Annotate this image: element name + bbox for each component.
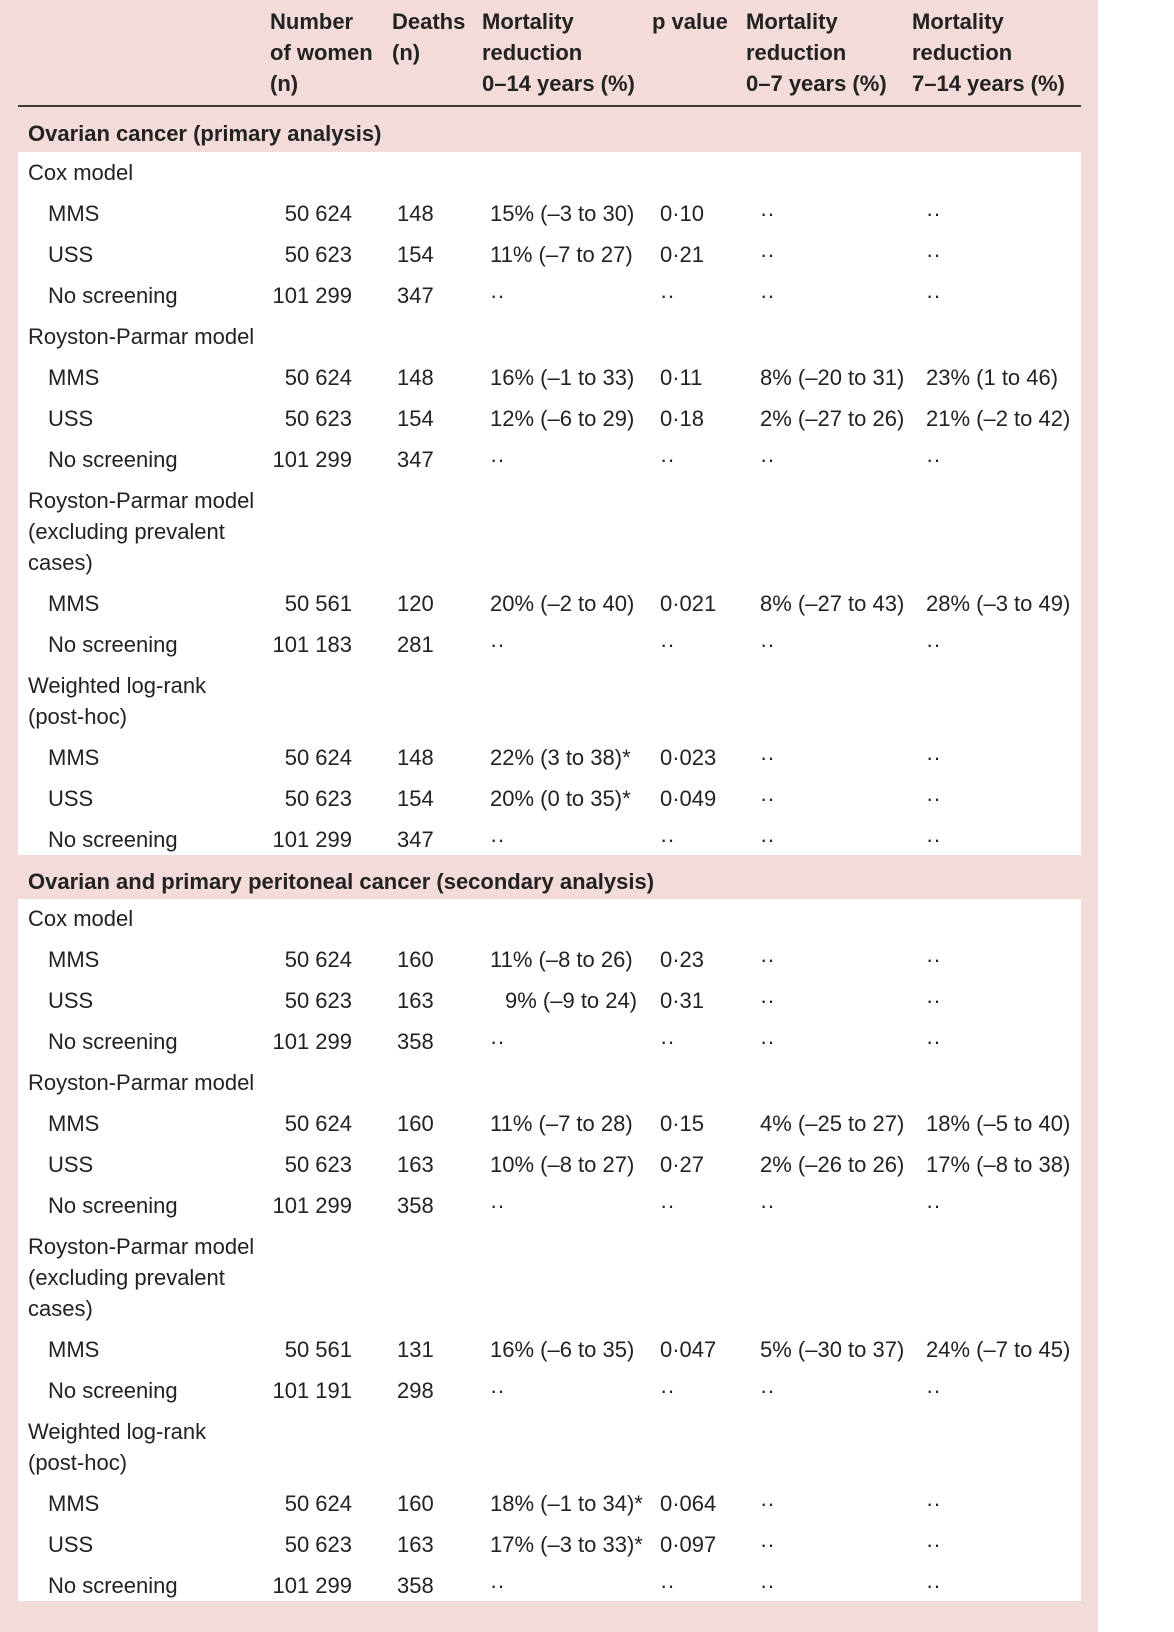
table-row — [0, 234, 1098, 275]
cell-p-value: 0·021 — [660, 591, 717, 616]
cell-mortality-0-7: ·· — [760, 447, 775, 472]
cell-women: 50 561 — [284, 591, 352, 616]
cell-p-value: 0·049 — [660, 786, 717, 811]
cell-mortality-7-14: ·· — [926, 1029, 941, 1054]
cell-mortality-0-7: 5% (–30 to 37) — [760, 1337, 905, 1362]
cell-mortality-0-7: ·· — [760, 632, 775, 657]
row-label: No screening — [48, 283, 178, 308]
group-label: Cox model — [28, 906, 134, 931]
header-number-of-women: Number of women (n) — [270, 9, 373, 96]
cell-mortality-7-14: ·· — [926, 988, 941, 1013]
cell-mortality-7-14: ·· — [926, 786, 941, 811]
row-label: No screening — [48, 1193, 178, 1218]
cell-women: 50 623 — [284, 988, 352, 1013]
cell-mortality-0-14: ·· — [490, 1378, 505, 1403]
cell-mortality-7-14: 28% (–3 to 49) — [926, 591, 1071, 616]
cell-women: 50 624 — [284, 947, 352, 972]
cell-mortality-0-14: ·· — [490, 1029, 505, 1054]
row-label: No screening — [48, 1378, 178, 1403]
cell-women: 101 191 — [272, 1378, 352, 1403]
cell-deaths: 298 — [397, 1378, 434, 1403]
cell-women: 50 561 — [284, 1337, 352, 1362]
cell-mortality-7-14: ·· — [926, 632, 941, 657]
cell-women: 101 299 — [272, 447, 352, 472]
cell-deaths: 154 — [397, 242, 434, 267]
cell-deaths: 148 — [397, 745, 434, 770]
cell-mortality-0-14: 10% (–8 to 27) — [490, 1152, 635, 1177]
cell-deaths: 347 — [397, 827, 434, 852]
cell-women: 101 183 — [272, 632, 352, 657]
row-label: No screening — [48, 1029, 178, 1054]
cell-mortality-0-7: 2% (–26 to 26) — [760, 1152, 905, 1177]
table-row — [0, 1021, 1098, 1062]
cell-deaths: 358 — [397, 1193, 434, 1218]
cell-mortality-0-14: ·· — [490, 447, 505, 472]
section-title: Ovarian cancer (primary analysis) — [28, 121, 382, 146]
cell-women: 101 299 — [272, 827, 352, 852]
table-row — [0, 819, 1098, 860]
cell-p-value: 0·15 — [660, 1111, 705, 1136]
cell-deaths: 347 — [397, 283, 434, 308]
row-label: No screening — [48, 632, 178, 657]
cell-women: 101 299 — [272, 283, 352, 308]
cell-women: 50 623 — [284, 786, 352, 811]
header-rule — [18, 105, 1081, 107]
cell-mortality-7-14: ·· — [926, 1532, 941, 1557]
cell-p-value: 0·27 — [660, 1152, 705, 1177]
cell-mortality-0-14: 11% (–7 to 27) — [490, 242, 633, 267]
cell-p-value: 0·097 — [660, 1532, 717, 1557]
cell-women: 50 623 — [284, 242, 352, 267]
table-row — [0, 357, 1098, 398]
cell-deaths: 148 — [397, 201, 434, 226]
table-row — [0, 1370, 1098, 1411]
cell-women: 101 299 — [272, 1193, 352, 1218]
cell-mortality-0-7: 2% (–27 to 26) — [760, 406, 905, 431]
cell-deaths: 148 — [397, 365, 434, 390]
cell-women: 50 623 — [284, 1532, 352, 1557]
cell-p-value: 0·10 — [660, 201, 705, 226]
cell-p-value: 0·047 — [660, 1337, 717, 1362]
cell-mortality-0-7: 8% (–20 to 31) — [760, 365, 905, 390]
cell-women: 50 624 — [284, 365, 352, 390]
cell-p-value: ·· — [660, 283, 675, 308]
header-mortality-0-14: Mortality reduction 0–14 years (%) — [482, 9, 635, 96]
cell-p-value: ·· — [660, 447, 675, 472]
table-row — [0, 439, 1098, 480]
cell-p-value: 0·31 — [660, 988, 705, 1013]
cell-mortality-0-14: 15% (–3 to 30) — [490, 201, 635, 226]
row-label: USS — [48, 1152, 94, 1177]
cell-p-value: 0·064 — [660, 1491, 717, 1516]
cell-deaths: 163 — [397, 988, 434, 1013]
cell-mortality-0-14: 20% (0 to 35)* — [490, 786, 631, 811]
cell-p-value: 0·023 — [660, 745, 717, 770]
cell-mortality-7-14: ·· — [926, 827, 941, 852]
cell-mortality-7-14: 24% (–7 to 45) — [926, 1337, 1071, 1362]
cell-mortality-0-7: ·· — [760, 242, 775, 267]
table-row — [0, 398, 1098, 439]
cell-mortality-7-14: ·· — [926, 1378, 941, 1403]
cell-deaths: 131 — [397, 1337, 434, 1362]
cell-mortality-0-7: ·· — [760, 1491, 775, 1516]
cell-mortality-0-14: 12% (–6 to 29) — [490, 406, 635, 431]
cell-mortality-0-7: ·· — [760, 1029, 775, 1054]
table-row — [0, 1565, 1098, 1606]
cell-women: 50 623 — [284, 1152, 352, 1177]
cell-deaths: 358 — [397, 1573, 434, 1598]
cell-p-value: ·· — [660, 632, 675, 657]
cell-mortality-0-14: ·· — [490, 283, 505, 308]
cell-mortality-0-14: ·· — [490, 827, 505, 852]
table-row — [0, 939, 1098, 980]
cell-mortality-7-14: ·· — [926, 1193, 941, 1218]
cell-p-value: ·· — [660, 1573, 675, 1598]
cell-p-value: 0·18 — [660, 406, 705, 431]
cell-mortality-7-14: ·· — [926, 947, 941, 972]
cell-women: 50 623 — [284, 406, 352, 431]
header-deaths: Deaths (n) — [392, 9, 466, 65]
cell-deaths: 120 — [397, 591, 434, 616]
cell-mortality-0-7: 4% (–25 to 27) — [760, 1111, 905, 1136]
cell-deaths: 281 — [397, 632, 434, 657]
row-label: MMS — [48, 1337, 100, 1362]
group-label: Royston-Parmar model — [28, 324, 255, 349]
row-label: USS — [48, 406, 94, 431]
table-row — [0, 1329, 1098, 1370]
header-mortality-0-7: Mortality reduction 0–7 years (%) — [746, 9, 887, 96]
table-row — [0, 1524, 1098, 1565]
row-label: USS — [48, 988, 94, 1013]
table-row — [0, 1185, 1098, 1226]
row-label: No screening — [48, 447, 178, 472]
table-row — [0, 1103, 1098, 1144]
table-row — [0, 737, 1098, 778]
cell-p-value: 0·23 — [660, 947, 705, 972]
cell-mortality-7-14: ·· — [926, 745, 941, 770]
cell-mortality-0-7: ·· — [760, 283, 775, 308]
cell-p-value: 0·11 — [660, 365, 703, 390]
cell-women: 50 624 — [284, 201, 352, 226]
cell-p-value: ·· — [660, 1029, 675, 1054]
row-label: MMS — [48, 365, 100, 390]
cell-mortality-7-14: ·· — [926, 1573, 941, 1598]
cell-deaths: 358 — [397, 1029, 434, 1054]
cell-deaths: 160 — [397, 947, 434, 972]
row-label: MMS — [48, 947, 100, 972]
cell-deaths: 163 — [397, 1532, 434, 1557]
row-label: No screening — [48, 827, 178, 852]
cell-mortality-0-14: 11% (–8 to 26) — [490, 947, 633, 972]
cell-deaths: 154 — [397, 786, 434, 811]
row-label: USS — [48, 242, 94, 267]
cell-mortality-0-7: ·· — [760, 786, 775, 811]
cell-deaths: 160 — [397, 1111, 434, 1136]
cell-mortality-0-7: ·· — [760, 988, 775, 1013]
cell-mortality-7-14: 21% (–2 to 42) — [926, 406, 1071, 431]
row-label: USS — [48, 1532, 94, 1557]
cell-mortality-0-14: ·· — [490, 632, 505, 657]
row-label: USS — [48, 786, 94, 811]
cell-mortality-7-14: ·· — [926, 447, 941, 472]
row-label: MMS — [48, 591, 100, 616]
cell-p-value: ·· — [660, 827, 675, 852]
row-label: MMS — [48, 1491, 100, 1516]
cell-mortality-7-14: 23% (1 to 46) — [926, 365, 1059, 390]
cell-mortality-0-7: ·· — [760, 1532, 775, 1557]
cell-mortality-0-14: 16% (–6 to 35) — [490, 1337, 635, 1362]
header-mortality-7-14: Mortality reduction 7–14 years (%) — [912, 9, 1065, 96]
cell-women: 101 299 — [272, 1573, 352, 1598]
group-label: Royston-Parmar model (excluding prevalent cases) — [28, 1234, 255, 1321]
cell-mortality-0-7: ·· — [760, 947, 775, 972]
cell-women: 101 299 — [272, 1029, 352, 1054]
cell-mortality-0-7: 8% (–27 to 43) — [760, 591, 905, 616]
cell-mortality-0-7: ·· — [760, 745, 775, 770]
group-label: Royston-Parmar model (excluding prevalent cases) — [28, 488, 255, 575]
cell-mortality-0-7: ·· — [760, 1193, 775, 1218]
cell-mortality-7-14: ·· — [926, 283, 941, 308]
cell-mortality-0-14: 20% (–2 to 40) — [490, 591, 635, 616]
cell-mortality-0-14: 16% (–1 to 33) — [490, 365, 635, 390]
cell-mortality-0-14: 18% (–1 to 34)* — [490, 1491, 643, 1516]
row-label: No screening — [48, 1573, 178, 1598]
cell-mortality-0-7: ·· — [760, 201, 775, 226]
table-row — [0, 193, 1098, 234]
row-label: MMS — [48, 1111, 100, 1136]
group-label: Cox model — [28, 160, 134, 185]
cell-mortality-7-14: ·· — [926, 201, 941, 226]
cell-mortality-0-14: 9% (–9 to 24) — [505, 988, 638, 1013]
cell-women: 50 624 — [284, 1491, 352, 1516]
cell-mortality-0-14: 17% (–3 to 33)* — [490, 1532, 643, 1557]
group-label: Weighted log-rank (post-hoc) — [28, 673, 207, 729]
cell-mortality-0-7: ·· — [760, 827, 775, 852]
cell-mortality-7-14: ·· — [926, 242, 941, 267]
cell-mortality-7-14: ·· — [926, 1491, 941, 1516]
cell-deaths: 154 — [397, 406, 434, 431]
header-p-value: p value — [652, 9, 728, 34]
cell-women: 50 624 — [284, 1111, 352, 1136]
cell-mortality-7-14: 18% (–5 to 40) — [926, 1111, 1071, 1136]
cell-deaths: 163 — [397, 1152, 434, 1177]
cell-mortality-0-14: ·· — [490, 1573, 505, 1598]
cell-deaths: 160 — [397, 1491, 434, 1516]
cell-mortality-7-14: 17% (–8 to 38) — [926, 1152, 1071, 1177]
table-row — [0, 583, 1098, 624]
table-row — [0, 1483, 1098, 1524]
cell-mortality-0-14: 11% (–7 to 28) — [490, 1111, 633, 1136]
table-row — [0, 275, 1098, 316]
row-label: MMS — [48, 745, 100, 770]
cell-p-value: ·· — [660, 1378, 675, 1403]
cell-deaths: 347 — [397, 447, 434, 472]
cell-mortality-0-14: 22% (3 to 38)* — [490, 745, 631, 770]
cell-p-value: 0·21 — [660, 242, 705, 267]
cell-mortality-0-7: ·· — [760, 1573, 775, 1598]
section-title: Ovarian and primary peritoneal cancer (secondary analysis) — [28, 869, 655, 894]
table-row — [0, 778, 1098, 819]
cell-women: 50 624 — [284, 745, 352, 770]
table-row — [0, 980, 1098, 1021]
group-label: Royston-Parmar model — [28, 1070, 255, 1095]
cell-mortality-0-7: ·· — [760, 1378, 775, 1403]
cell-mortality-0-14: ·· — [490, 1193, 505, 1218]
group-label: Weighted log-rank (post-hoc) — [28, 1419, 207, 1475]
row-label: MMS — [48, 201, 100, 226]
table-row — [0, 624, 1098, 665]
cell-p-value: ·· — [660, 1193, 675, 1218]
table-row — [0, 1144, 1098, 1185]
